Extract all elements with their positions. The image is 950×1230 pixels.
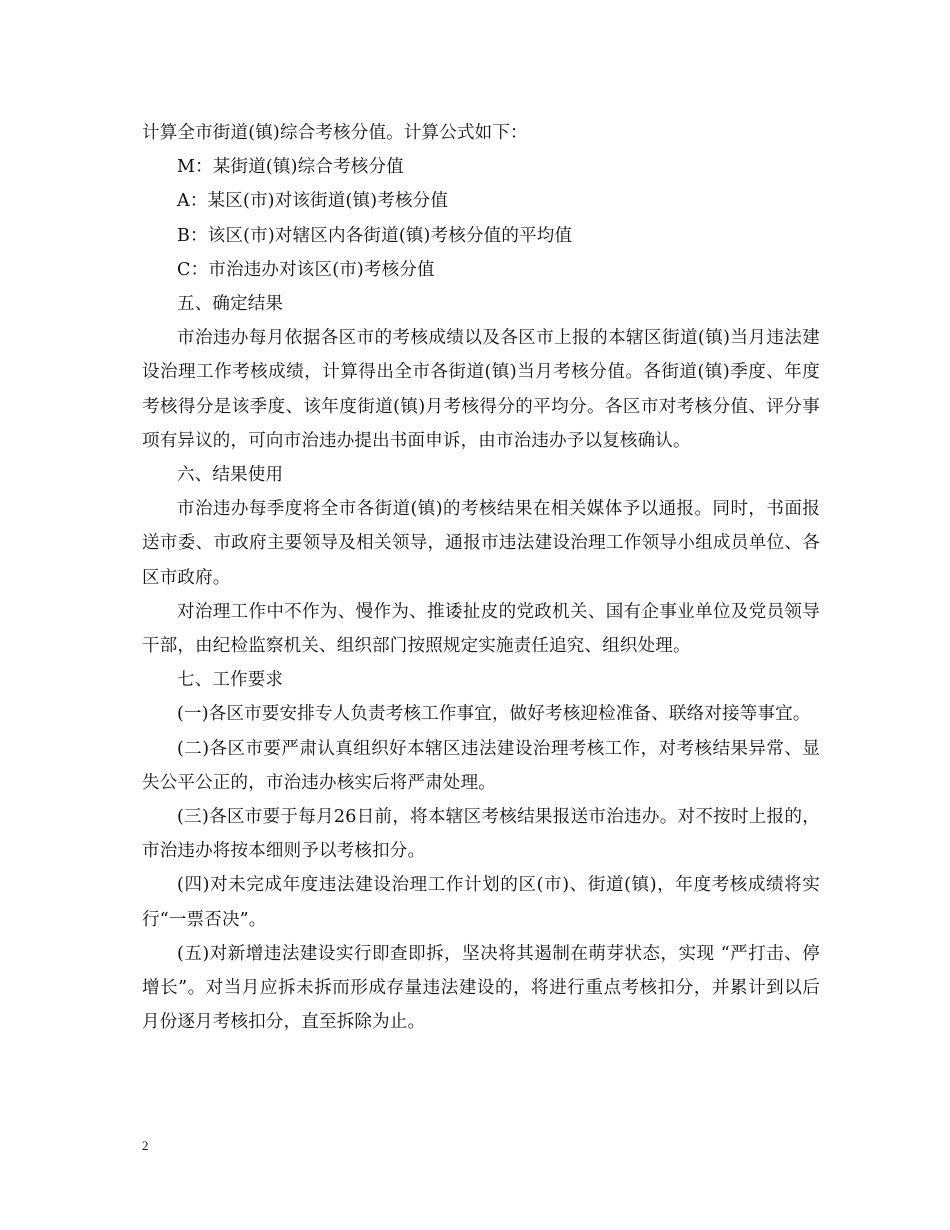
section-heading-results: 五、确定结果	[177, 294, 284, 315]
section-heading-usage: 六、结果使用	[177, 465, 284, 486]
requirement-item-4: (四)对未完成年度违法建设治理工作计划的区(市)、街道(镇)，年度考核成绩将实行“一票否决”。	[142, 875, 820, 930]
paragraph-usage-report: 市治违办每季度将全市各街道(镇)的考核结果在相关媒体予以通报。同时，书面报送市委、市政府主要领导及相关领导，通报市违法建设治理工作领导小组成员单位、各区市政府。	[142, 499, 820, 588]
document-body	[142, 116, 820, 1039]
requirement-item-1: (一)各区市要安排专人负责考核工作事宜，做好考核迎检准备、联络对接等事宜。	[177, 704, 811, 725]
paragraph-formula-a: A：某区(市)对该街道(镇)考核分值	[177, 191, 449, 212]
paragraph-formula-intro: 计算全市街道(镇)综合考核分值。计算公式如下：	[142, 123, 528, 143]
paragraph-formula-b: B：该区(市)对辖区内各街道(镇)考核分值的平均值	[177, 225, 573, 246]
page-number: 2	[142, 1138, 149, 1153]
section-heading-requirements: 七、工作要求	[177, 670, 284, 691]
requirement-item-2: (二)各区市要严肃认真组织好本辖区违法建设治理考核工作，对考核结果异常、显失公平公正的，市治违办核实后将严肃处理。	[142, 738, 820, 793]
paragraph-formula-c: C：市治违办对该区(市)考核分值	[177, 259, 435, 280]
requirement-item-3: (三)各区市要于每月26日前，将本辖区考核结果报送市治违办。对不按时上报的，市治违办将按本细则予以考核扣分。	[142, 807, 820, 862]
paragraph-results-body: 市治违办每月依据各区市的考核成绩以及各区市上报的本辖区街道(镇)当月违法建设治理工作考核成绩，计算得出全市各街道(镇)当月考核分值。各街道(镇)季度、年度考核得分是该季度、该年度街道(镇)月考核得分的平均分。各区市对考核分值、评分事项有异议的，可向市治违办提出书面申诉，由市治违办予以复核确认。	[142, 328, 820, 451]
paragraph-formula-m: M：某街道(镇)综合考核分值	[177, 157, 404, 178]
paragraph-usage-accountability: 对治理工作中不作为、慢作为、推诿扯皮的党政机关、国有企事业单位及党员领导干部，由纪检监察机关、组织部门按照规定实施责任追究、组织处理。	[142, 601, 820, 657]
requirement-item-5: (五)对新增违法建设实行即查即拆，坚决将其遏制在萌芽状态，实现 “严打击、停增长”。对当月应拆未拆而形成存量违法建设的，将进行重点考核扣分，并累计到以后月份逐月考核扣分，直至拆除为止。	[142, 943, 820, 1033]
